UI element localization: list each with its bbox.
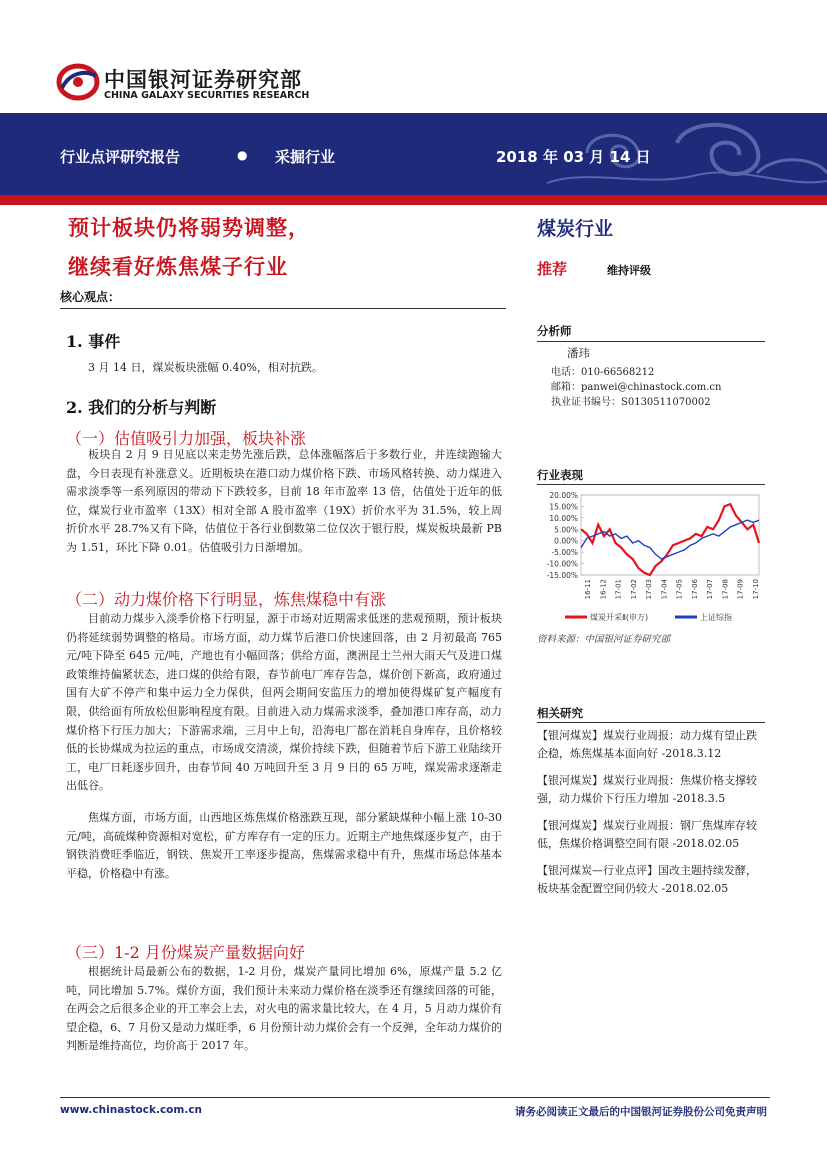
x-tick-label: 17-02 xyxy=(629,579,638,600)
x-tick-label: 16-12 xyxy=(599,579,608,600)
sub1-heading: （一）估值吸引力加强，板块补涨 xyxy=(66,429,307,448)
y-tick-label: 0.00% xyxy=(554,536,578,546)
chart-source: 资料来源：中国银河证券研究部 xyxy=(537,634,671,645)
sub1-paragraph: 板块自 2 月 9 日见底以来走势先涨后跌，总体涨幅落后于多数行业，并连续跑输大盘，今日表现有补涨意义。近期板块在港口动力煤价格下跌、市场风格转换、动力煤进入需求淡季等一系列原因的带动下下跌较多，目前 18 年市盈率 13 倍，估值处于近年的低位，煤炭行业市盈率（13X）相对全部 A 股市盈率（19X）折价水平为 31.5%，较上周折价水平 28.7%又有下降，估值位于各行业倒数第二位仅次于银行股，煤炭板块最新 PB 为 1.51，环比下降 0.01。估值吸引力日渐增加。 xyxy=(66,448,502,554)
title-line-2: 继续看好炼焦煤子行业 xyxy=(68,254,288,279)
x-tick-label: 17-01 xyxy=(614,579,623,600)
footer-disclaimer: 请务必阅读正文最后的中国银河证券股份公司免责声明 xyxy=(515,1106,767,1118)
related-label: 相关研究 xyxy=(537,706,583,720)
footer-rule xyxy=(60,1097,770,1098)
logo-en: CHINA GALAXY SECURITIES RESEARCH xyxy=(104,90,310,101)
sector-name: 采掘行业 xyxy=(275,148,336,166)
y-tick-label: -10.00% xyxy=(546,559,578,569)
x-tick-label: 17-10 xyxy=(752,579,760,600)
sub1-body xyxy=(66,446,502,558)
perf-rule xyxy=(537,484,765,485)
related-item-4[interactable]: 【银河煤炭—行业点评】国改主题持续发酵，板块基金配置空间仍较大 -2018.02.05 xyxy=(537,864,757,895)
related-item-3[interactable]: 【银河煤炭】煤炭行业周报：钢厂焦煤库存较低，焦煤价格调整空间有限 -2018.02.05 xyxy=(537,819,757,850)
x-tick-label: 17-09 xyxy=(736,579,745,600)
core-rule xyxy=(60,308,506,309)
analyst-label: 分析师 xyxy=(537,324,572,338)
section1-paragraph: 3 月 14 日，煤炭板块涨幅 0.40%，相对抗跌。 xyxy=(88,361,323,374)
analyst-rule xyxy=(537,341,765,342)
performance-chart xyxy=(537,487,767,632)
legend-label-1: 煤炭开采Ⅱ(申万) xyxy=(590,613,649,622)
analyst-phone: 电话：010-66568212 xyxy=(551,367,655,378)
y-tick-label: 10.00% xyxy=(549,513,578,523)
title-line-1: 预计板块仍将弱势调整， xyxy=(68,215,310,240)
x-tick-label: 17-05 xyxy=(675,579,684,600)
x-tick-label: 17-07 xyxy=(706,579,715,600)
analyst-email: 邮箱：panwei@chinastock.com.cn xyxy=(551,382,722,393)
sub3-body xyxy=(66,963,502,1056)
x-tick-label: 16-11 xyxy=(584,579,592,600)
x-tick-label: 17-06 xyxy=(690,579,699,600)
y-tick-label: 20.00% xyxy=(549,491,578,500)
legend-label-2: 上证综指 xyxy=(700,613,732,622)
related-list xyxy=(537,727,765,907)
y-tick-label: -15.00% xyxy=(546,571,578,580)
sub3-heading: （三）1-2 月份煤炭产量数据向好 xyxy=(66,943,305,962)
report-date: 2018 年 03 月 14 日 xyxy=(496,148,651,166)
sub2-body xyxy=(66,610,502,883)
rating-note: 维持评级 xyxy=(607,264,651,277)
header-red-stripe xyxy=(0,195,827,205)
series-line-1 xyxy=(581,504,759,575)
section2-heading: 2. 我们的分析与判断 xyxy=(66,398,217,417)
x-tick-label: 17-08 xyxy=(721,579,730,600)
report-type: 行业点评研究报告 xyxy=(60,148,181,166)
performance-chart-svg xyxy=(537,487,767,632)
x-tick-label: 17-04 xyxy=(660,579,669,600)
series-line-2 xyxy=(581,520,759,559)
sub2-paragraph-2: 焦煤方面，市场方面，山西地区炼焦煤价格涨跌互现，部分紧缺煤种小幅上涨 10-30 元/吨，高硫煤种资源相对宽松，矿方库存有一定的压力。近期主产地焦煤逐步复产，由于钢铁消费旺季临近，钢铁、焦炭开工率逐步提高，焦煤需求稳中有升，焦煤市场总体基本平稳，价格稳中有涨。 xyxy=(66,810,502,880)
perf-label: 行业表现 xyxy=(537,468,583,482)
y-tick-label: 15.00% xyxy=(549,502,578,512)
sub3-paragraph: 根据统计局最新公布的数据，1-2 月份，煤炭产量同比增加 6%，原煤产量 5.2 亿吨，同比增加 5.7%。煤价方面，我们预计未来动力煤价格在淡季还有继续回落的可能，在两会之后很多企业的开工率会上去，对火电的需求量比较大，在 4 月，5 月动力煤价有望企稳，6、7 月份又是动力煤旺季，6 月份预计动力煤价会有一个反弹，全年动力煤价的判断是维持高位，均价高于 2017 年。 xyxy=(66,965,502,1053)
rating: 推荐 xyxy=(537,260,568,278)
sub2-heading: （二）动力煤价格下行明显，炼焦煤稳中有涨 xyxy=(66,590,387,609)
banner-bullet: ● xyxy=(237,148,248,162)
related-rule xyxy=(537,722,765,723)
y-tick-label: -5.00% xyxy=(551,548,578,558)
y-tick-label: 5.00% xyxy=(554,525,578,535)
sub2-paragraph-1: 目前动力煤步入淡季价格下行明显，源于市场对近期需求低迷的悲观预期，预计板块仍将延续弱势调整的格局。市场方面，动力煤节后港口价快速回落，由 2 月初最高 765 元/吨下降至 645 元/吨，产地也有小幅回落；供给方面，澳洲昆士兰州大雨天气及进口煤政策维持偏紧状态，进口煤的供给有限，春节前电厂库存告急，煤价创下新高，政府通过国有大矿不停产和集中运力全力保供，但两会期间安监压力的增加使得煤矿复产幅度有限，供给面有所放松但影响程度有限。目前进入动力煤需求淡季，叠加港口库存高，动力煤价格下行压力加大；下游需求端，三月中上旬，沿海电厂都在消耗自身库存，且价格较低的长协煤成为拉运的重点，市场成交清淡，煤价持续下跌，但随着节后下游工业陆续开工，电厂日耗逐步回升，由春节间 40 万吨回升至 3 月 9 日的 65 万吨，煤炭需求逐渐走出低谷。 xyxy=(66,612,502,793)
section1-text xyxy=(66,359,506,378)
related-item-2[interactable]: 【银河煤炭】煤炭行业周报：焦煤价格支撑较强，动力煤价下行压力增加 -2018.3.5 xyxy=(537,774,757,805)
x-tick-label: 17-03 xyxy=(645,579,654,600)
logo xyxy=(56,62,356,106)
industry-name: 煤炭行业 xyxy=(537,218,614,240)
galaxy-logo-icon xyxy=(56,62,100,102)
related-item-1[interactable]: 【银河煤炭】煤炭行业周报：动力煤有望止跌企稳，炼焦煤基本面向好 -2018.3.12 xyxy=(537,729,757,760)
analyst-name: 潘玮 xyxy=(567,346,590,360)
section1-heading: 1. 事件 xyxy=(66,332,121,351)
analyst-license: 执业证书编号：S0130511070002 xyxy=(551,397,711,408)
core-label: 核心观点： xyxy=(60,290,121,304)
footer-website[interactable]: www.chinastock.com.cn xyxy=(60,1104,203,1116)
logo-cn: 中国银河证券研究部 xyxy=(104,68,302,92)
